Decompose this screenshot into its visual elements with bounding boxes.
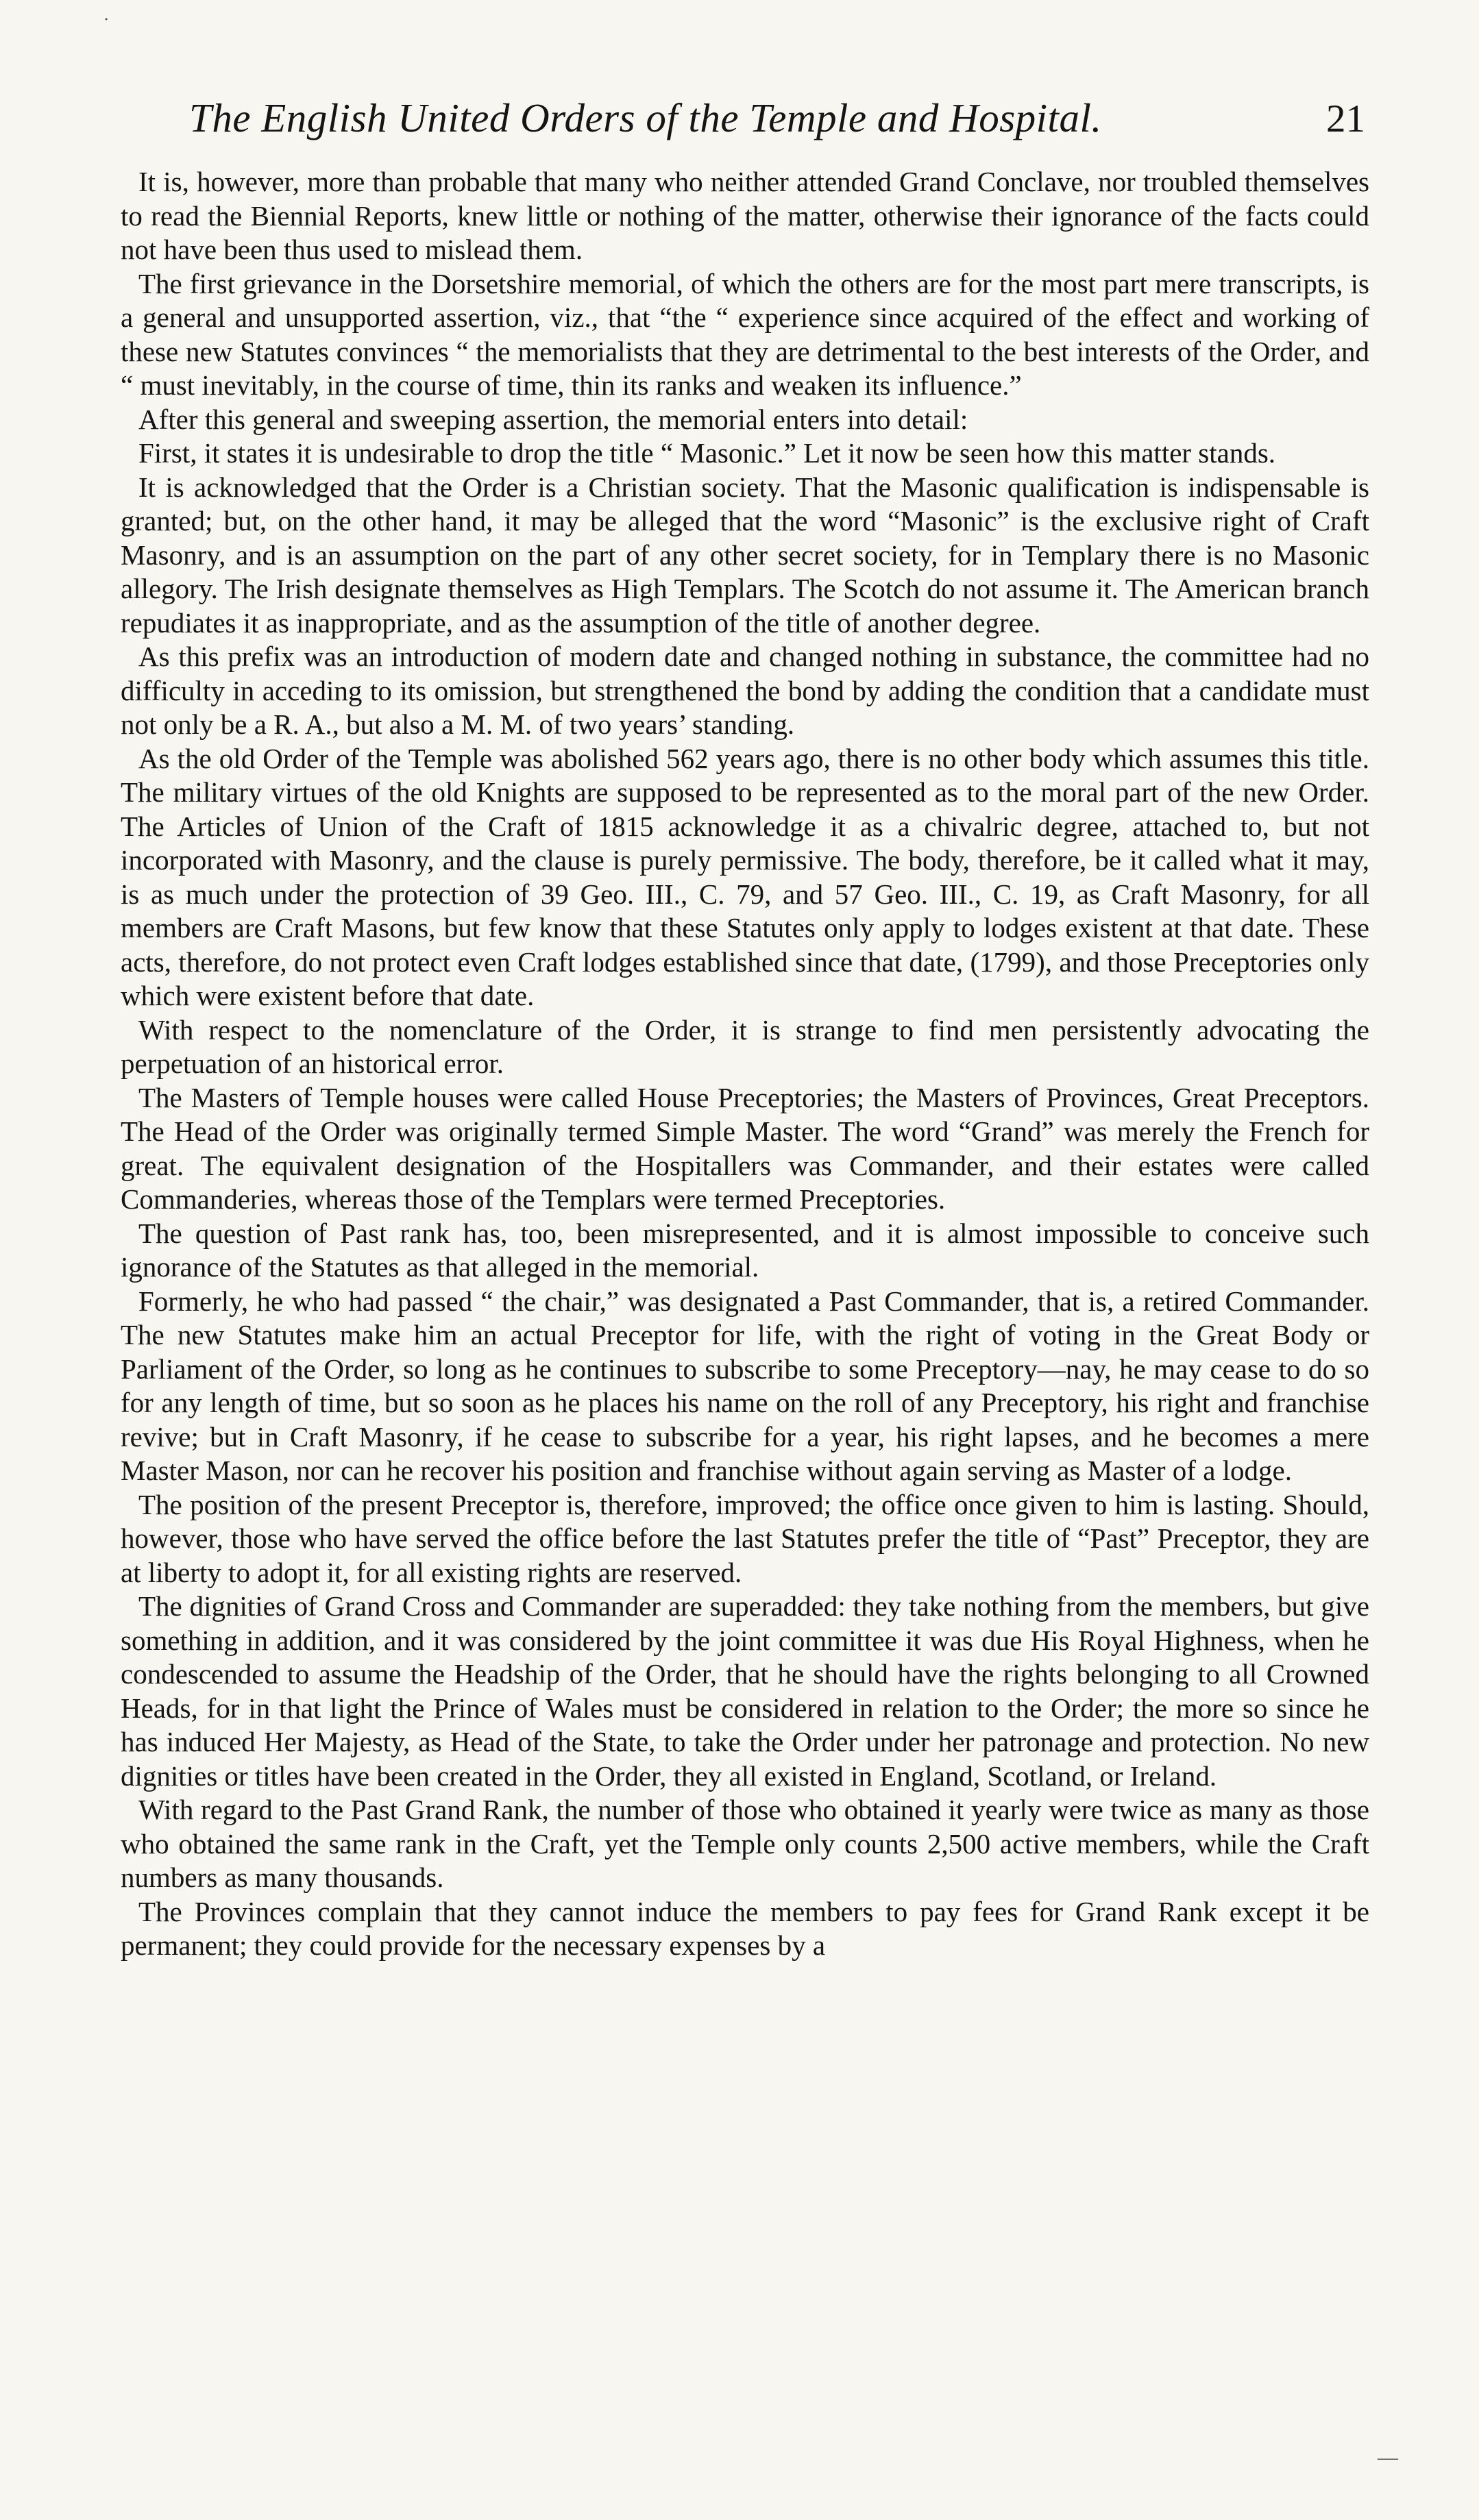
- paragraph: It is, however, more than probable that many who neither attended Grand Conclave, nor troubled themselves to read the Biennial Reports, knew little or nothing of the matter, otherwise their ignorance of the facts could not have been thus used to mislead them.: [121, 166, 1369, 265]
- running-title: The English United Orders of the Temple and Hospital.: [189, 95, 1102, 140]
- paragraph: With regard to the Past Grand Rank, the number of those who obtained it yearly were twice as many as those who obtained the same rank in the Craft, yet the Temple only counts 2,500 active members, while the Craft numbers as many thousands.: [121, 1794, 1369, 1893]
- paragraph: Formerly, he who had passed “ the chair,” was designated a Past Commander, that is, a retired Commander. The new Statutes make him an actual Preceptor for life, with the right of voting in the Great Body or Parliament of the Order, so long as he continues to subscribe to some Preceptory—nay, he may cease to do so for any length of time, but so soon as he places his name on the roll of any Preceptory, his right and franchise revive; but in Craft Masonry, if he cease to subscribe for a year, his right lapses, and he becomes a mere Master Mason, nor can he recover his position and franchise without again serving as Master of a lodge.: [121, 1285, 1369, 1486]
- page-header: [121, 95, 1369, 142]
- paragraph: After this general and sweeping assertion, the memorial enters into detail:: [138, 403, 968, 435]
- paragraph: The Provinces complain that they cannot induce the members to pay fees for Grand Rank except it be permanent; they could provide for the necessary expenses by a: [121, 1895, 1369, 1961]
- paragraph: First, it states it is undesirable to drop the title “ Masonic.” Let it now be seen how this matter stands.: [138, 437, 1276, 469]
- paragraph: With respect to the nomenclature of the Order, it is strange to find men persistently advocating the perpetuation of an historical error.: [121, 1013, 1369, 1079]
- paragraph: As the old Order of the Temple was abolished 562 years ago, there is no other body which assumes this title. The military virtues of the old Knights are supposed to be represented as to the moral part of the new Order. The Articles of Union of the Craft of 1815 acknowledge it as a chivalric degree, attached to, but not incorporated with Masonry, and the clause is purely permissive. The body, therefore, be it called what it may, is as much under the protection of 39 Geo. III., C. 79, and 57 Geo. III., C. 19, as Craft Masonry, for all members are Craft Masons, but few know that these Statutes only apply to lodges existent at that date. These acts, therefore, do not protect even Craft lodges established since that date, (1799), and those Preceptories only which were existent before that date.: [121, 742, 1369, 1011]
- paragraph: The position of the present Preceptor is, therefore, improved; the office once given to him is lasting. Should, however, those who have served the office before the last Statutes prefer the title of “Past” Preceptor, they are at liberty to adopt it, for all existing rights are reserved.: [121, 1488, 1369, 1588]
- paragraph: It is acknowledged that the Order is a Christian society. That the Masonic qualification is indispensable is granted; but, on the other hand, it may be alleged that the word “Masonic” is the exclusive right of Craft Masonry, and is an assumption on the part of any other secret society, for in Templary there is no Masonic allegory. The Irish designate themselves as High Templars. The Scotch do not assume it. The American branch repudiates it as inappropriate, and as the assumption of the title of another degree.: [121, 471, 1369, 639]
- paragraph: The first grievance in the Dorsetshire memorial, of which the others are for the most part mere transcripts, is a general and unsupported assertion, viz., that “the “ experience since acquired of the effect and working of these new Statutes convinces “ the memorialists that they are detrimental to the best interests of the Order, and “ must inevitably, in the course of time, thin its ranks and weaken its influence.”: [121, 267, 1369, 401]
- paragraph: The dignities of Grand Cross and Commander are superadded: they take nothing from the members, but give something in addition, and it was considered by the joint committee it was due His Royal Highness, when he condescended to assume the Headship of the Order, that he should have the rights belonging to all Crowned Heads, for in that light the Prince of Wales must be considered in relation to the Order; the more so since he has induced Her Majesty, as Head of the State, to take the Order under her patronage and protection. No new dignities or titles have been created in the Order, they all existed in England, Scotland, or Ireland.: [121, 1590, 1369, 1792]
- scan-speck: —: [1378, 2446, 1398, 2469]
- scan-speck: ˙: [103, 14, 110, 36]
- paragraph: The Masters of Temple houses were called House Preceptories; the Masters of Provinces, Great Preceptors. The Head of the Order was originally termed Simple Master. The word “Grand” was merely the French for great. The equivalent designation of the Hospitallers was Commander, and their estates were called Commanderies, whereas those of the Templars were termed Preceptories.: [121, 1081, 1369, 1215]
- paragraph: The question of Past rank has, too, been misrepresented, and it is almost impossible to conceive such ignorance of the Statutes as that alleged in the memorial.: [121, 1217, 1369, 1283]
- body-text: [121, 165, 1369, 1963]
- paragraph: As this prefix was an introduction of modern date and changed nothing in substance, the committee had no difficulty in acceding to its omission, but strengthened the bond by adding the condition that a candidate must not only be a R. A., but also a M. M. of two years’ standing.: [121, 641, 1369, 740]
- page-number: 21: [1326, 97, 1365, 140]
